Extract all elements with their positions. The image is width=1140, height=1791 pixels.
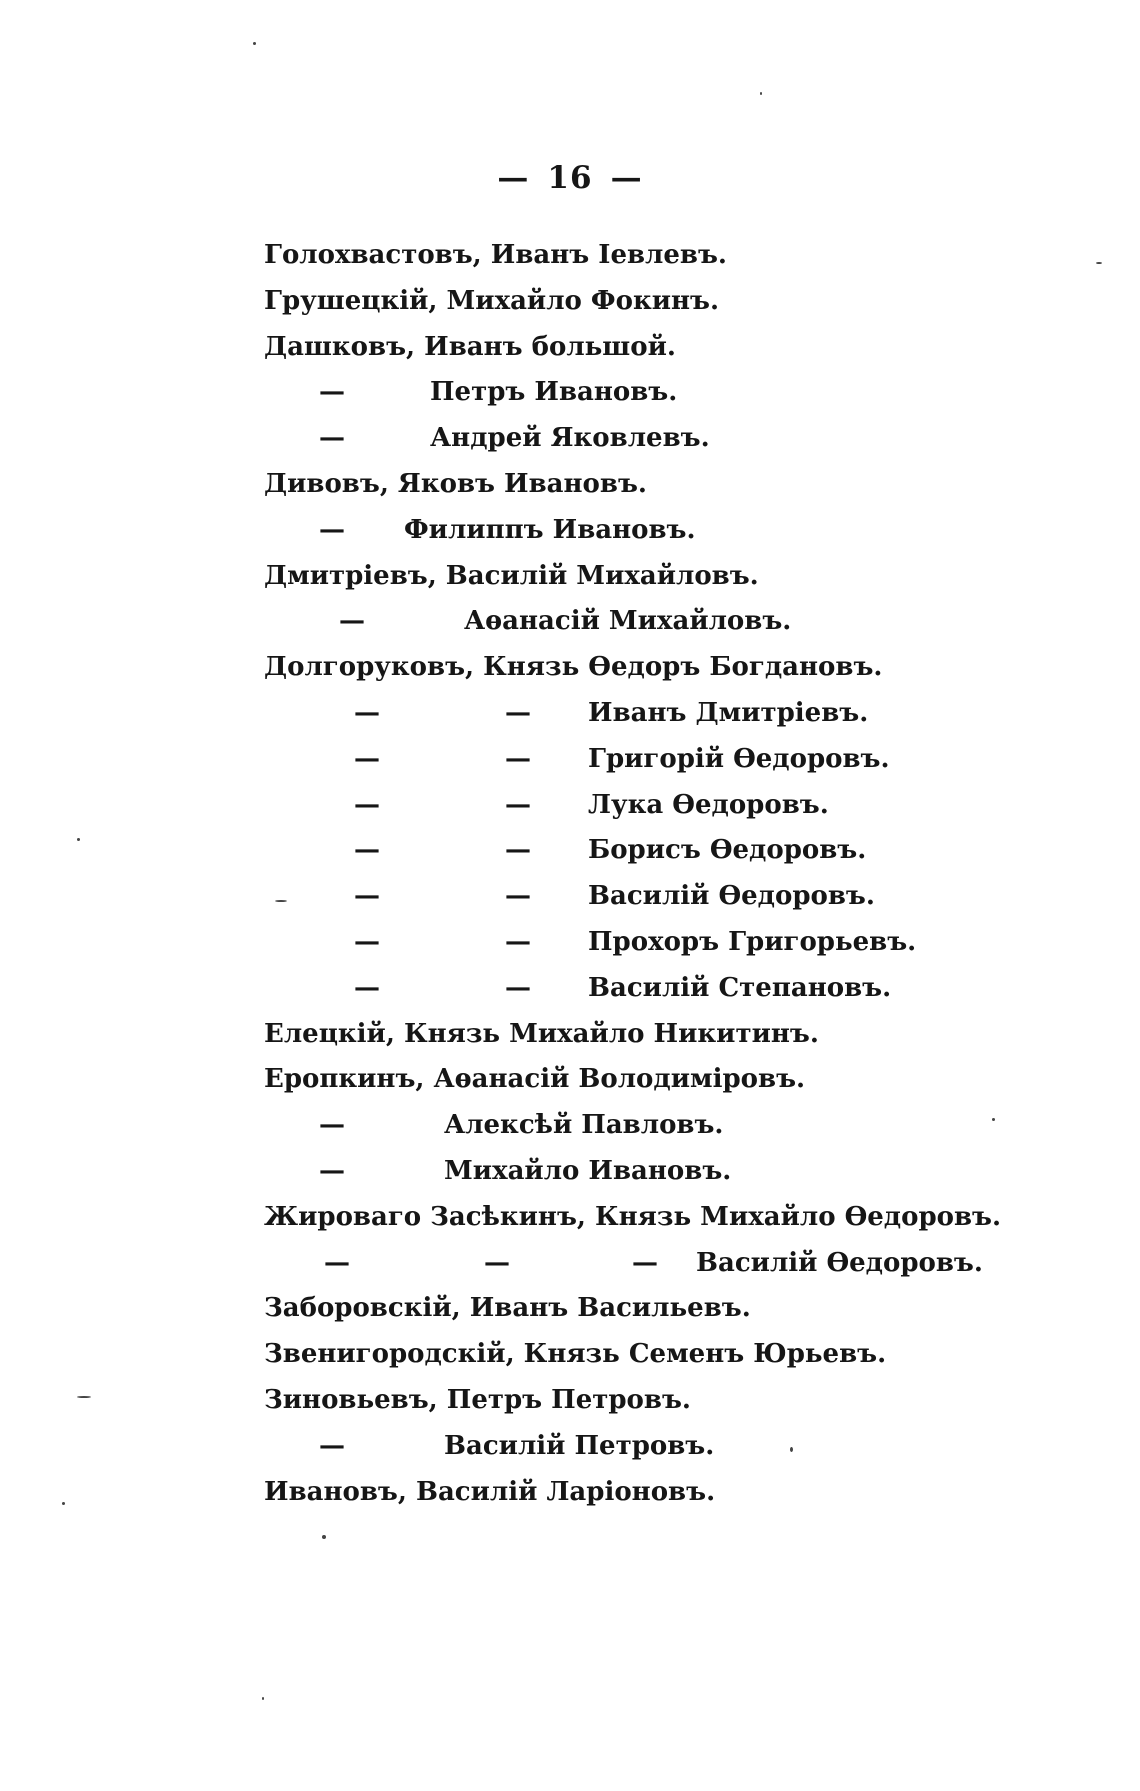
entry-text: Василій Степановъ. bbox=[588, 972, 892, 1003]
print-speck bbox=[322, 1535, 326, 1539]
list-item bbox=[264, 783, 1124, 829]
entry-text: Елецкій, Князь Михайло Никитинъ. bbox=[264, 1018, 819, 1049]
ditto-dash: — bbox=[354, 697, 380, 728]
entry-text: Алексѣй Павловъ. bbox=[444, 1110, 724, 1141]
list-item bbox=[264, 1378, 1124, 1424]
entry-text: Жироваго Засѣкинъ, Князь Михайло Ѳедоровъ. bbox=[264, 1201, 1002, 1232]
entry-text: Заборовскій, Иванъ Васильевъ. bbox=[264, 1293, 751, 1324]
entry-text: Зиновьевъ, Петръ Петровъ. bbox=[264, 1384, 691, 1415]
ditto-dash: — bbox=[354, 789, 380, 820]
list-item bbox=[264, 279, 1124, 325]
ditto-dash: — bbox=[354, 881, 380, 912]
print-speck bbox=[262, 1697, 264, 1700]
ditto-dash: — bbox=[505, 972, 531, 1003]
list-item bbox=[264, 737, 1124, 783]
ditto-dash: — bbox=[319, 1155, 345, 1186]
entry-text: Петръ Ивановъ. bbox=[430, 377, 678, 408]
entry-text: Голохвастовъ, Иванъ Іевлевъ. bbox=[264, 240, 727, 270]
print-speck bbox=[77, 1396, 91, 1398]
list-item bbox=[264, 233, 1124, 279]
ditto-dash: — bbox=[319, 1430, 345, 1461]
print-speck bbox=[992, 1118, 995, 1121]
print-speck bbox=[77, 838, 80, 841]
entry-text: Лука Ѳедоровъ. bbox=[588, 789, 829, 820]
entry-text: Звенигородскій, Князь Семенъ Юрьевъ. bbox=[264, 1339, 887, 1370]
page-number-left-dash: — bbox=[497, 160, 530, 196]
name-list bbox=[264, 233, 1124, 1515]
entry-text: Прохоръ Григорьевъ. bbox=[588, 926, 917, 957]
entry-text: Еропкинъ, Аѳанасій Володиміровъ. bbox=[264, 1064, 806, 1095]
ditto-dash: — bbox=[319, 514, 345, 545]
entry-text: Аѳанасій Михайловъ. bbox=[464, 606, 792, 637]
ditto-dash: — bbox=[354, 743, 380, 774]
entry-text: Дивовъ, Яковъ Ивановъ. bbox=[264, 468, 647, 499]
list-item bbox=[264, 1470, 1124, 1516]
print-speck bbox=[760, 92, 762, 95]
page-number bbox=[0, 160, 1140, 196]
ditto-dash: — bbox=[354, 972, 380, 1003]
list-item bbox=[264, 1195, 1124, 1241]
list-item bbox=[264, 554, 1124, 600]
entry-text: Василій Ѳедоровъ. bbox=[696, 1247, 983, 1278]
print-speck bbox=[253, 42, 256, 45]
entry-text: Филиппъ Ивановъ. bbox=[404, 514, 696, 545]
list-item bbox=[264, 828, 1124, 874]
list-item bbox=[264, 1149, 1124, 1195]
print-speck bbox=[275, 900, 287, 902]
page-number-value: 16 bbox=[547, 160, 593, 196]
entry-text: Грушецкій, Михайло Фокинъ. bbox=[264, 285, 720, 316]
list-item bbox=[264, 462, 1124, 508]
ditto-dash: — bbox=[505, 789, 531, 820]
ditto-dash: — bbox=[319, 423, 345, 454]
list-item bbox=[264, 416, 1124, 462]
list-item bbox=[264, 1286, 1124, 1332]
list-item bbox=[264, 1332, 1124, 1378]
list-item bbox=[264, 1424, 1124, 1470]
entry-text: Григорій Ѳедоровъ. bbox=[588, 743, 890, 774]
entry-text: Андрей Яковлевъ. bbox=[430, 423, 710, 454]
ditto-dash: — bbox=[505, 835, 531, 866]
print-speck bbox=[790, 1447, 793, 1452]
entry-text: Василій Петровъ. bbox=[444, 1430, 715, 1461]
ditto-dash: — bbox=[505, 743, 531, 774]
print-speck bbox=[62, 1502, 65, 1505]
entry-text: Дашковъ, Иванъ большой. bbox=[264, 331, 676, 362]
list-item bbox=[264, 691, 1124, 737]
list-item bbox=[264, 1241, 1124, 1287]
ditto-dash: — bbox=[319, 377, 345, 408]
entry-text: Дмитріевъ, Василій Михайловъ. bbox=[264, 560, 759, 591]
print-speck bbox=[1096, 262, 1102, 264]
ditto-dash: — bbox=[354, 926, 380, 957]
list-item bbox=[264, 645, 1124, 691]
list-item bbox=[264, 508, 1124, 554]
list-item bbox=[264, 1103, 1124, 1149]
ditto-dash: — bbox=[319, 1110, 345, 1141]
list-item bbox=[264, 920, 1124, 966]
entry-text: Михайло Ивановъ. bbox=[444, 1155, 732, 1186]
entry-text: Иванъ Дмитріевъ. bbox=[588, 697, 869, 728]
entry-text: Долгоруковъ, Князь Ѳедоръ Богдановъ. bbox=[264, 652, 883, 683]
ditto-dash: — bbox=[505, 697, 531, 728]
list-item bbox=[264, 966, 1124, 1012]
ditto-dash: — bbox=[632, 1247, 658, 1278]
ditto-dash: — bbox=[505, 926, 531, 957]
list-item bbox=[264, 1057, 1124, 1103]
ditto-dash: — bbox=[484, 1247, 510, 1278]
page-number-right-dash: — bbox=[610, 160, 643, 196]
ditto-dash: — bbox=[324, 1247, 350, 1278]
list-item bbox=[264, 325, 1124, 371]
entry-text: Василій Ѳедоровъ. bbox=[588, 881, 875, 912]
ditto-dash: — bbox=[505, 881, 531, 912]
entry-text: Борисъ Ѳедоровъ. bbox=[588, 835, 867, 866]
list-item bbox=[264, 599, 1124, 645]
list-item bbox=[264, 370, 1124, 416]
ditto-dash: — bbox=[339, 606, 365, 637]
list-item bbox=[264, 874, 1124, 920]
entry-text: Ивановъ, Василій Ларіоновъ. bbox=[264, 1476, 716, 1507]
ditto-dash: — bbox=[354, 835, 380, 866]
list-item bbox=[264, 1012, 1124, 1058]
